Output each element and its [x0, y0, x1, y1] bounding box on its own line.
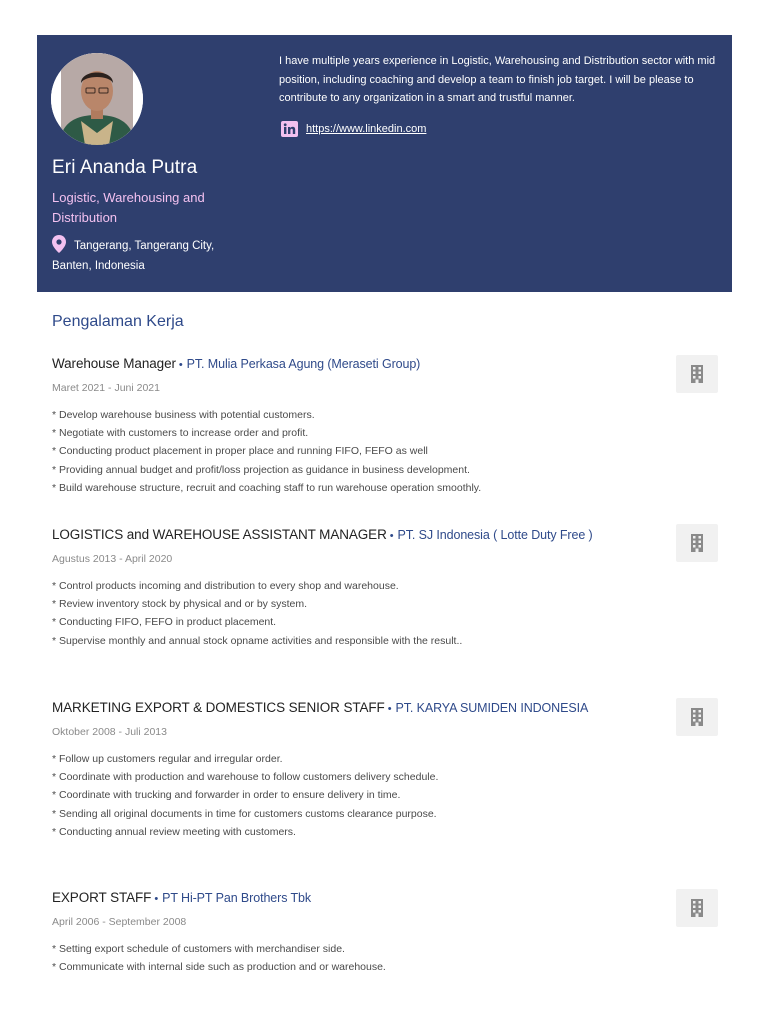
job-bullet: * Follow up customers regular and irregular order. [52, 753, 283, 765]
job-position: MARKETING EXPORT & DOMESTICS SENIOR STAFF [52, 700, 385, 715]
building-icon [690, 899, 704, 917]
linkedin-url-link[interactable]: https://www.linkedin.com [306, 123, 427, 135]
job-entry [52, 697, 662, 841]
job-company: PT. SJ Indonesia ( Lotte Duty Free ) [397, 528, 593, 542]
separator-dot: • [154, 893, 159, 905]
separator-dot: • [387, 703, 392, 715]
job-entry [52, 353, 662, 497]
job-title-line [52, 353, 662, 376]
separator-dot: • [389, 530, 394, 542]
job-dates: Maret 2021 - Juni 2021 [52, 382, 160, 394]
job-bullet: * Control products incoming and distribution to every shop and warehouse. [52, 580, 399, 592]
job-bullet: * Communicate with internal side such as production and or warehouse. [52, 961, 386, 974]
avatar [51, 53, 143, 145]
job-bullet: * Sending all original documents in time for customers customs clearance purpose. [52, 807, 437, 820]
job-bullet: * Conducting annual review meeting with customers. [52, 825, 296, 838]
job-bullet: * Coordinate with production and warehouse to follow customers delivery schedule. [52, 771, 439, 784]
job-dates: April 2006 - September 2008 [52, 916, 187, 928]
job-bullet: * Develop warehouse business with potential customers. [52, 409, 315, 421]
job-description [52, 577, 662, 650]
job-entry [52, 887, 662, 976]
building-icon [690, 534, 704, 552]
job-bullet: * Supervise monthly and annual stock opname activities and responsible with the result.. [52, 634, 463, 647]
job-position: LOGISTICS and WAREHOUSE ASSISTANT MANAGER [52, 527, 387, 542]
job-bullet: * Conducting FIFO, FEFO in product placement. [52, 616, 277, 629]
location-pin-icon [52, 235, 66, 253]
building-icon [690, 708, 704, 726]
job-dates: Agustus 2013 - April 2020 [52, 553, 173, 565]
job-position: EXPORT STAFF [52, 890, 152, 905]
profile-header [37, 35, 732, 292]
company-logo-placeholder [676, 698, 718, 736]
company-logo-placeholder [676, 524, 718, 562]
profile-name: Eri Ananda Putra [52, 157, 198, 178]
job-title-line [52, 524, 662, 547]
company-logo-placeholder [676, 355, 718, 393]
profile-photo [51, 53, 143, 145]
job-entry [52, 524, 662, 650]
job-dates: Oktober 2008 - Juli 2013 [52, 726, 167, 738]
job-bullet: * Negotiate with customers to increase order and profit. [52, 427, 309, 440]
job-bullet: * Coordinate with trucking and forwarder in order to ensure delivery in time. [52, 789, 401, 802]
profile-headline: Logistic, Warehousing and Distribution [52, 190, 205, 225]
job-title-line [52, 697, 662, 720]
separator-dot: • [178, 359, 183, 371]
profile-summary: I have multiple years experience in Logistic, Warehousing and Distribution sector with mid position, including coaching and develop a team to finish job target. I will be please to contribute to any organization in a smart and trustful manner. [279, 55, 716, 104]
job-position: Warehouse Manager [52, 356, 176, 371]
job-title-line [52, 887, 662, 910]
building-icon [690, 365, 704, 383]
job-bullet: * Build warehouse structure, recruit and coaching staff to run warehouse operation smoothly. [52, 481, 482, 494]
location-text: Tangerang, Tangerang City, Banten, Indonesia [52, 240, 215, 272]
job-description [52, 406, 662, 497]
linkedin-icon [281, 121, 298, 137]
job-bullet: * Setting export schedule of customers with merchandiser side. [52, 943, 345, 955]
job-company: PT Hi-PT Pan Brothers Tbk [162, 891, 312, 905]
job-description [52, 750, 662, 841]
profile-location [52, 235, 252, 276]
job-description [52, 940, 662, 976]
company-logo-placeholder [676, 889, 718, 927]
job-company: PT. Mulia Perkasa Agung (Meraseti Group) [186, 357, 421, 371]
linkedin-link-row[interactable] [281, 121, 426, 137]
experience-section-title: Pengalaman Kerja [52, 313, 184, 330]
job-bullet: * Conducting product placement in proper place and running FIFO, FEFO as well [52, 445, 428, 458]
job-bullet: * Review inventory stock by physical and or by system. [52, 598, 308, 611]
job-bullet: * Providing annual budget and profit/loss projection as guidance in business development. [52, 463, 470, 476]
job-company: PT. KARYA SUMIDEN INDONESIA [395, 701, 589, 715]
